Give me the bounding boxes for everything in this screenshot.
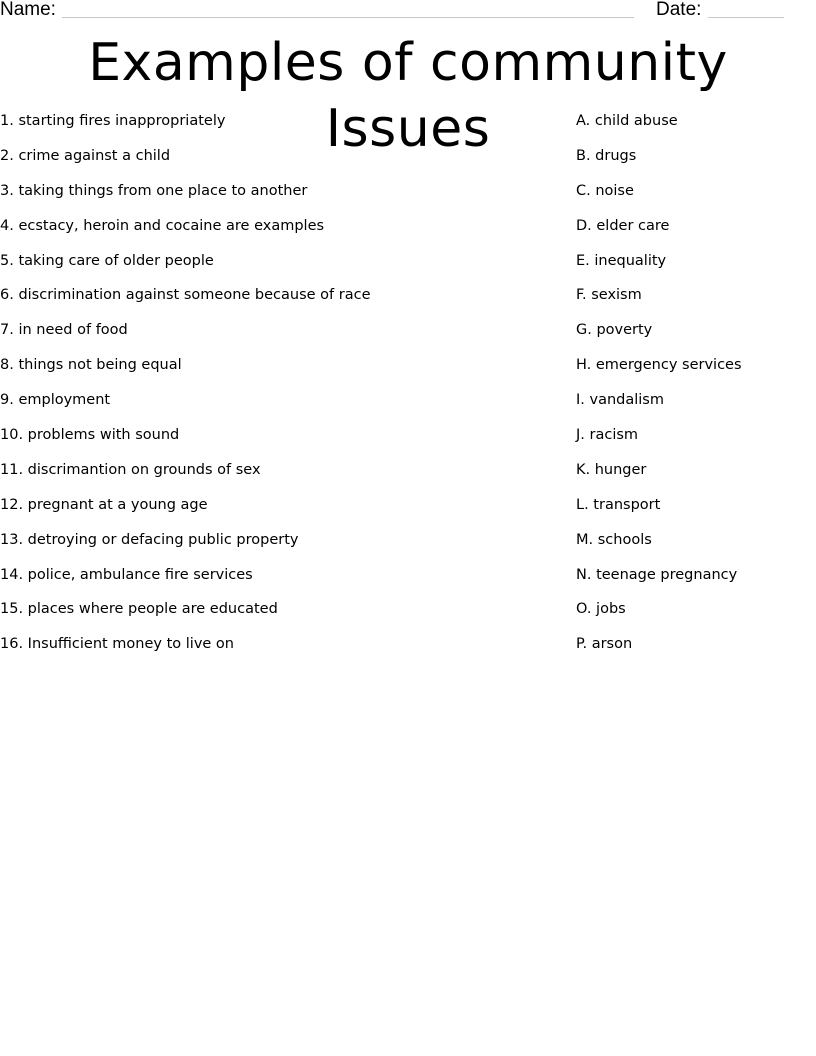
date-field-line [708,17,784,18]
answer-list [576,108,742,666]
clue-item: 4. ecstacy, heroin and cocaine are examples [0,217,325,234]
answer-item: D. elder care [576,217,670,234]
clue-item: 15. places where people are educated [0,601,278,618]
clue-list [0,108,371,666]
clue-item: 10. problems with sound [0,427,180,444]
name-label: Name: [0,0,56,20]
clue-item: 9. employment [0,392,111,409]
answer-item: E. inequality [576,252,667,269]
answer-item: B. drugs [576,147,637,164]
clue-item: 11. discrimantion on grounds of sex [0,461,261,478]
answer-item: N. teenage pregnancy [576,566,738,583]
answer-item: O. jobs [576,601,626,618]
answer-item: A. child abuse [576,113,678,129]
answer-item: M. schools [576,531,652,548]
answer-item: J. racism [576,427,639,444]
clue-item: 8. things not being equal [0,357,182,374]
clue-item: 7. in need of food [0,322,128,339]
page-title: Examples of community Issues [88,33,728,159]
answer-item: H. emergency services [576,357,742,374]
clue-item: 14. police, ambulance fire services [0,566,253,583]
date-label: Date: [656,0,702,20]
clue-item: 12. pregnant at a young age [0,496,208,513]
name-field-line [62,17,634,18]
answer-item: C. noise [576,182,634,199]
clue-item: 6. discrimination against someone because of race [0,287,371,304]
answer-item: I. vandalism [576,392,664,409]
clue-item: 3. taking things from one place to another [0,182,308,199]
clue-item: 16. Insufficient money to live on [0,636,234,653]
clue-item: 5. taking care of older people [0,252,214,269]
header-row [0,0,816,24]
answer-item: L. transport [576,496,661,513]
answer-item: K. hunger [576,461,647,478]
answer-item: G. poverty [576,322,653,339]
clue-item: 13. detroying or defacing public property [0,531,299,548]
answer-item: P. arson [576,636,633,653]
clue-item: 1. starting fires inappropriately [0,113,226,129]
answer-item: F. sexism [576,287,642,304]
clue-item: 2. crime against a child [0,147,171,164]
